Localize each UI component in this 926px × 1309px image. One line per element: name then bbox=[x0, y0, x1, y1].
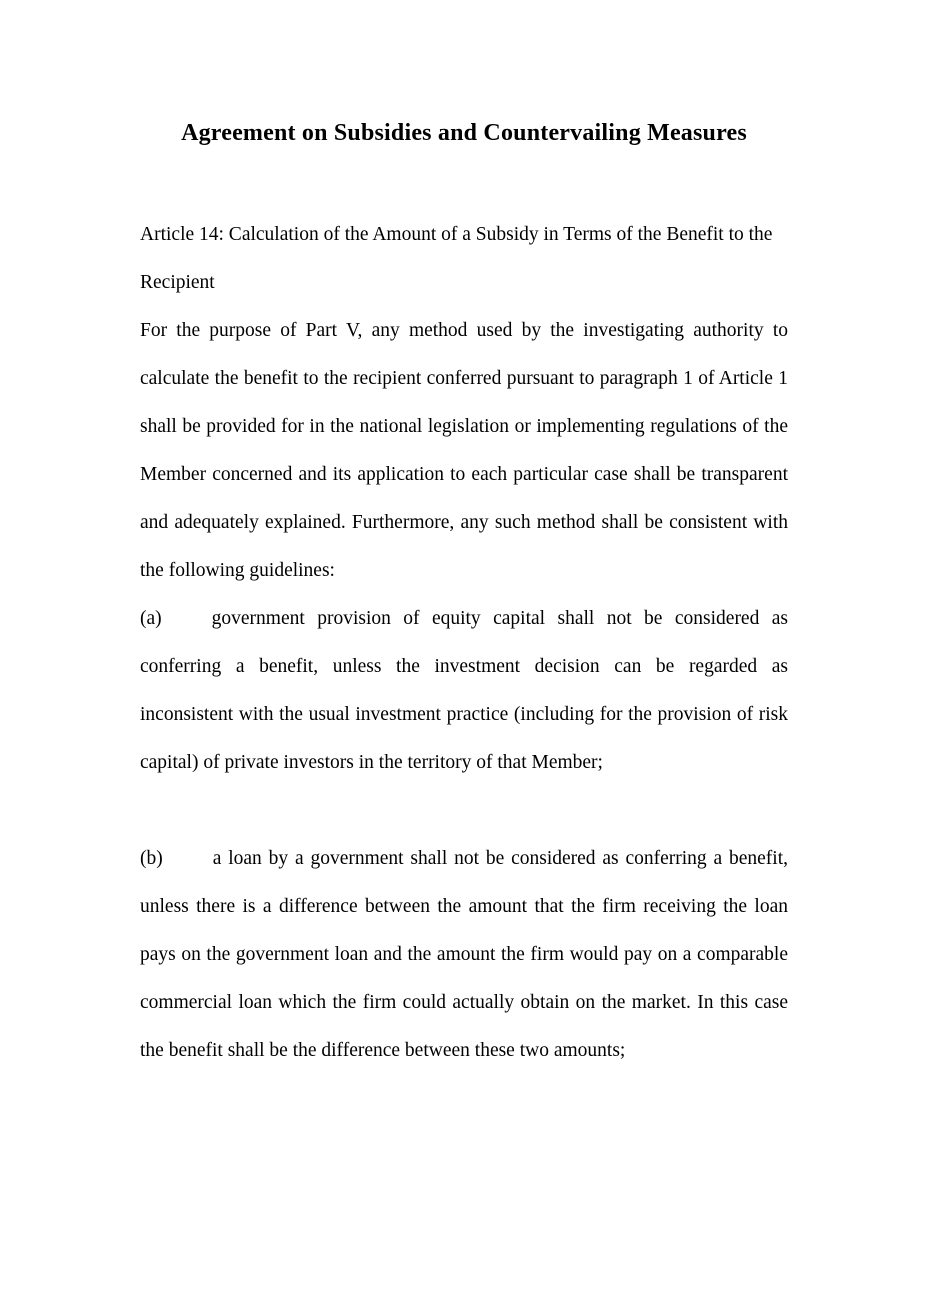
clause-text-a: government provision of equity capital shall not be considered as conferring a benefit, unless the investment decision can be regarded as inconsistent with the usual investment practice (including for the provision of risk capital) of private investors in the territory of that Member; bbox=[140, 608, 788, 774]
document-body bbox=[140, 211, 788, 1075]
clause-marker-a: (a) bbox=[140, 608, 162, 630]
paragraph-clause-b bbox=[140, 835, 788, 1075]
clause-marker-b: (b) bbox=[140, 848, 163, 870]
paragraph-clause-a bbox=[140, 595, 788, 787]
paragraph-intro: For the purpose of Part V, any method used by the investigating authority to calculate the benefit to the recipient conferred pursuant to paragraph 1 of Article 1 shall be provided for in the national legislation or implementing regulations of the Member concerned and its application to each particular case shall be transparent and adequately explained. Furthermore, any such method shall be consistent with the following guidelines: bbox=[140, 320, 788, 582]
page-title: Agreement on Subsidies and Countervailing Measures bbox=[181, 120, 747, 146]
paragraph-article-heading: Article 14: Calculation of the Amount of a Subsidy in Terms of the Benefit to the Recipient bbox=[140, 224, 773, 294]
clause-text-b: a loan by a government shall not be considered as conferring a benefit, unless there is a difference between the amount that the firm receiving the loan pays on the government loan and the amount the firm would pay on a comparable commercial loan which the firm could actually obtain on the market. In this case the benefit shall be the difference between these two amounts; bbox=[140, 848, 788, 1062]
